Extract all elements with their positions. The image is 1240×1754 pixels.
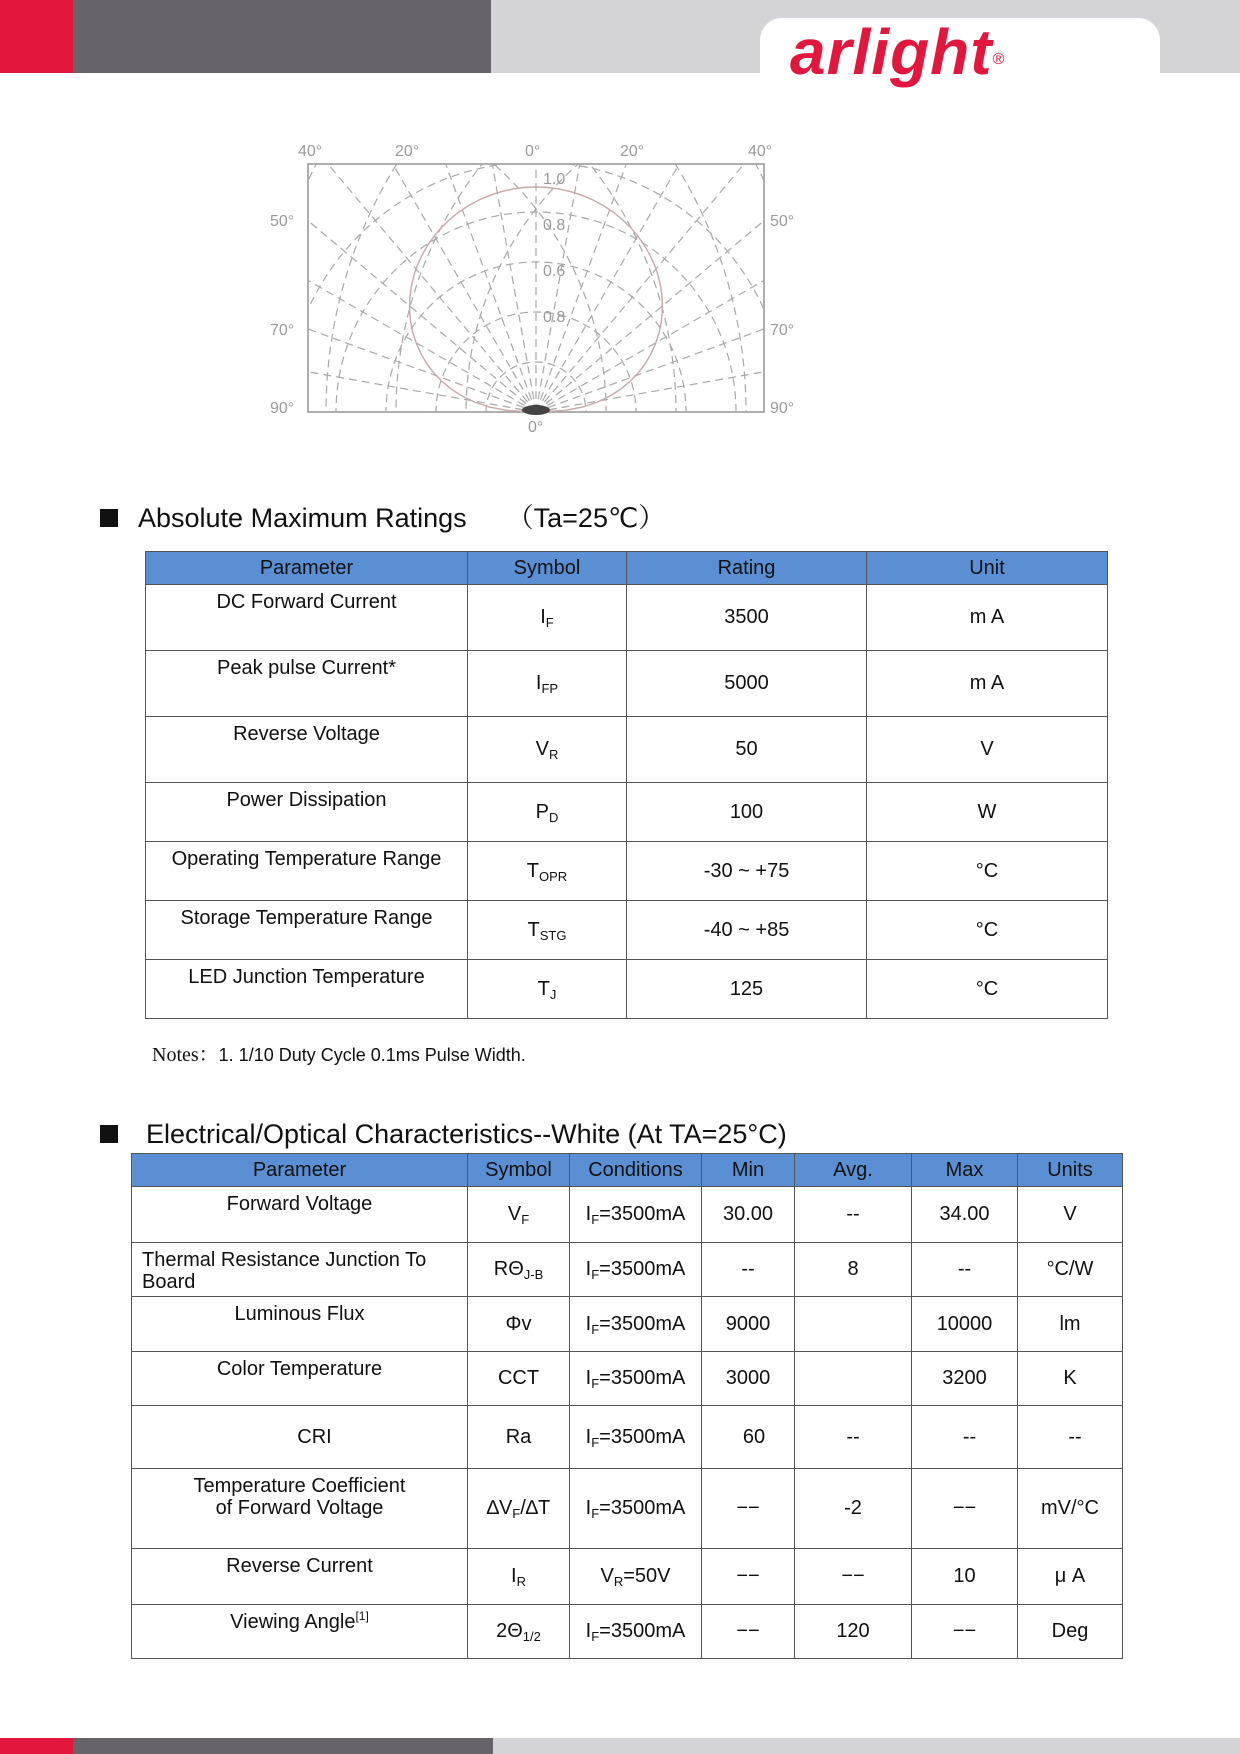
notes-text: 1. 1/10 Duty Cycle 0.1ms Pulse Width.: [218, 1045, 526, 1065]
polar-grid-ray: [536, 144, 761, 412]
rating-cell: 5000: [627, 651, 867, 717]
max-cell: 10: [912, 1549, 1018, 1605]
header-bar: [0, 0, 1240, 88]
elec-heading: [100, 1119, 787, 1149]
table-row: [146, 717, 1108, 783]
avg-cell: --: [795, 1187, 912, 1243]
unit-cell: V: [867, 717, 1108, 783]
brand-logo: [790, 16, 1006, 88]
table-row: [146, 651, 1108, 717]
table-row: [146, 901, 1108, 960]
avg-cell: [795, 1352, 912, 1406]
header-parameter: Parameter: [132, 1154, 468, 1187]
bullet-square-icon: [100, 1125, 118, 1143]
angle-label-right-2: 90°: [770, 400, 795, 417]
polar-grid-ray: [240, 292, 536, 412]
condition-cell: $I_F=3500mA$: [570, 1187, 702, 1243]
angle-label-left-0: 50°: [270, 213, 295, 230]
unit-cell: K: [1018, 1352, 1123, 1406]
avg-cell: -2: [795, 1469, 912, 1549]
header-rating: Rating: [627, 552, 867, 585]
table-row: [132, 1406, 1123, 1469]
condition-cell: $I_F=3500mA$: [570, 1243, 702, 1297]
header-max: Max: [912, 1154, 1018, 1187]
min-cell: 9000: [702, 1297, 795, 1352]
table-row: [132, 1549, 1123, 1605]
table-row: [132, 1469, 1123, 1549]
unit-cell: °C/W: [1018, 1243, 1123, 1297]
param-cell: Reverse Voltage: [146, 717, 468, 783]
rating-cell: -30 ~ +75: [627, 842, 867, 901]
footer-dark-segment: [73, 1738, 493, 1754]
polar-grid-side-arc: [256, 130, 820, 450]
angle-label-bottom: 0°: [528, 419, 544, 436]
param-cell: Operating Temperature Range: [146, 842, 468, 901]
angle-label-right-0: 50°: [770, 213, 795, 230]
header-red-segment: [0, 0, 73, 73]
rating-cell: -40 ~ +85: [627, 901, 867, 960]
unit-cell: mV/°C: [1018, 1469, 1123, 1549]
angle-label-top-4: 40°: [748, 143, 773, 160]
max-cell: 10000: [912, 1297, 1018, 1352]
unit-cell: m A: [867, 585, 1108, 651]
footer-light-segment: [493, 1738, 1240, 1754]
table-row: [146, 960, 1108, 1019]
max-cell: 34.00: [912, 1187, 1018, 1243]
radial-label-0: 1.0: [543, 171, 566, 188]
header-unit: Unit: [867, 552, 1108, 585]
table-row: [132, 1605, 1123, 1659]
condition-cell: $I_F=3500mA$: [570, 1352, 702, 1406]
unit-cell: Deg: [1018, 1605, 1123, 1659]
rating-cell: 125: [627, 960, 867, 1019]
symbol-cell: $I_F$: [468, 585, 627, 651]
param-cell: DC Forward Current: [146, 585, 468, 651]
table-row: [132, 1297, 1123, 1352]
max-cell: −−: [912, 1605, 1018, 1659]
radial-label-2: 0.6: [543, 263, 566, 280]
param-cell: Power Dissipation: [146, 783, 468, 842]
abs-max-header-row: [146, 552, 1108, 585]
min-cell: −−: [702, 1469, 795, 1549]
polar-grid-ray: [536, 292, 820, 412]
elec-title: Electrical/Optical Characteristics--White (At TA=25°C): [146, 1119, 787, 1149]
header-conditions: Conditions: [570, 1154, 702, 1187]
param-cell: Color Temperature: [132, 1352, 468, 1406]
min-cell: 3000: [702, 1352, 795, 1406]
notes-label: Notes：: [152, 1044, 219, 1066]
polar-grid-ray: [311, 144, 536, 412]
condition-cell: $I_F=3500mA$: [570, 1297, 702, 1352]
min-cell: --: [702, 1243, 795, 1297]
max-cell: 3200: [912, 1352, 1018, 1406]
avg-cell: 120: [795, 1605, 912, 1659]
footer-bar: [0, 1738, 1240, 1754]
angle-label-top-3: 20°: [620, 143, 645, 160]
param-cell: Forward Voltage: [132, 1187, 468, 1243]
symbol-cell: $T_{STG}$: [468, 901, 627, 960]
rating-cell: 100: [627, 783, 867, 842]
symbol-cell: $P_D$: [468, 783, 627, 842]
origin-marker: [522, 405, 550, 415]
param-cell: Storage Temperature Range: [146, 901, 468, 960]
table-row: [146, 585, 1108, 651]
header-units: Units: [1018, 1154, 1123, 1187]
header-dark-segment: [73, 0, 491, 73]
param-cell: Luminous Flux: [132, 1297, 468, 1352]
param-cell: LED Junction Temperature: [146, 960, 468, 1019]
header-parameter: Parameter: [146, 552, 468, 585]
condition-cell: $I_F=3500mA$: [570, 1469, 702, 1549]
abs-max-table: [145, 551, 1108, 1019]
polar-radiation-chart: [240, 130, 820, 450]
table-row: [132, 1352, 1123, 1406]
symbol-cell: Φv: [468, 1297, 570, 1352]
min-cell: 60: [702, 1406, 795, 1469]
min-cell: −−: [702, 1605, 795, 1659]
table-row: [146, 783, 1108, 842]
min-cell: −−: [702, 1549, 795, 1605]
polar-grid-ray: [361, 130, 536, 412]
footer-red-segment: [0, 1738, 73, 1754]
angle-label-left-1: 70°: [270, 322, 295, 339]
unit-cell: m A: [867, 651, 1108, 717]
brand-logo-text: arlight: [790, 16, 993, 88]
notes: [152, 1038, 526, 1067]
angle-label-right-1: 70°: [770, 322, 795, 339]
max-cell: −−: [912, 1469, 1018, 1549]
unit-cell: lm: [1018, 1297, 1123, 1352]
param-cell: Viewing Angle[1]: [132, 1605, 468, 1659]
condition-cell: $I_F=3500mA$: [570, 1605, 702, 1659]
max-cell: --: [912, 1406, 1018, 1469]
symbol-cell: $2\Theta_{1/2}$: [468, 1605, 570, 1659]
unit-cell: V: [1018, 1187, 1123, 1243]
unit-cell: °C: [867, 842, 1108, 901]
elec-header-row: [132, 1154, 1123, 1187]
header-avg: Avg.: [795, 1154, 912, 1187]
condition-cell: $I_F=3500mA$: [570, 1406, 702, 1469]
header-symbol: Symbol: [468, 1154, 570, 1187]
table-row: [146, 842, 1108, 901]
angle-label-top-2: 0°: [525, 143, 541, 160]
symbol-cell: CCT: [468, 1352, 570, 1406]
condition-cell: $V_R=50V$: [570, 1549, 702, 1605]
table-row: [132, 1187, 1123, 1243]
symbol-cell: $R\Theta_{J-B}$: [468, 1243, 570, 1297]
min-cell: 30.00: [702, 1187, 795, 1243]
table-row: [132, 1243, 1123, 1297]
param-cell: Reverse Current: [132, 1549, 468, 1605]
bullet-square-icon: [100, 509, 118, 527]
symbol-cell: $V_F$: [468, 1187, 570, 1243]
elec-table: [131, 1153, 1123, 1659]
max-cell: --: [912, 1243, 1018, 1297]
polar-grid-side-arc: [240, 130, 676, 450]
symbol-cell: Ra: [468, 1406, 570, 1469]
avg-cell: [795, 1297, 912, 1352]
unit-cell: --: [1018, 1406, 1123, 1469]
symbol-cell: $T_J$: [468, 960, 627, 1019]
abs-max-title: Absolute Maximum Ratings: [138, 503, 467, 533]
registered-mark: ®: [992, 51, 1006, 68]
unit-cell: W: [867, 783, 1108, 842]
angle-label-top-0: 40°: [298, 143, 323, 160]
polar-grid-side-arc: [240, 130, 746, 450]
abs-max-condition: （Ta=25℃）: [506, 503, 666, 533]
header-symbol: Symbol: [468, 552, 627, 585]
polar-grid-side-arc: [396, 130, 820, 450]
symbol-cell: $I_R$: [468, 1549, 570, 1605]
unit-cell: °C: [867, 960, 1108, 1019]
radial-label-1: 0.8: [543, 217, 566, 234]
avg-cell: −−: [795, 1549, 912, 1605]
unit-cell: °C: [867, 901, 1108, 960]
header-min: Min: [702, 1154, 795, 1187]
symbol-cell: $I_{FP}$: [468, 651, 627, 717]
angle-label-top-1: 20°: [395, 143, 420, 160]
abs-max-heading: [100, 503, 665, 533]
rating-cell: 3500: [627, 585, 867, 651]
rating-cell: 50: [627, 717, 867, 783]
param-cell: Peak pulse Current*: [146, 651, 468, 717]
radial-label-3: 0.8: [543, 309, 566, 326]
angle-label-left-2: 90°: [270, 400, 295, 417]
param-cell: CRI: [132, 1406, 468, 1469]
avg-cell: 8: [795, 1243, 912, 1297]
unit-cell: μ A: [1018, 1549, 1123, 1605]
symbol-cell: $V_R$: [468, 717, 627, 783]
param-cell: Thermal Resistance Junction To Board: [132, 1243, 468, 1297]
avg-cell: --: [795, 1406, 912, 1469]
symbol-cell: $\Delta V_F/\Delta T$: [468, 1469, 570, 1549]
symbol-cell: $T_{OPR}$: [468, 842, 627, 901]
param-cell: Temperature Coefficient of Forward Voltage: [132, 1469, 468, 1549]
